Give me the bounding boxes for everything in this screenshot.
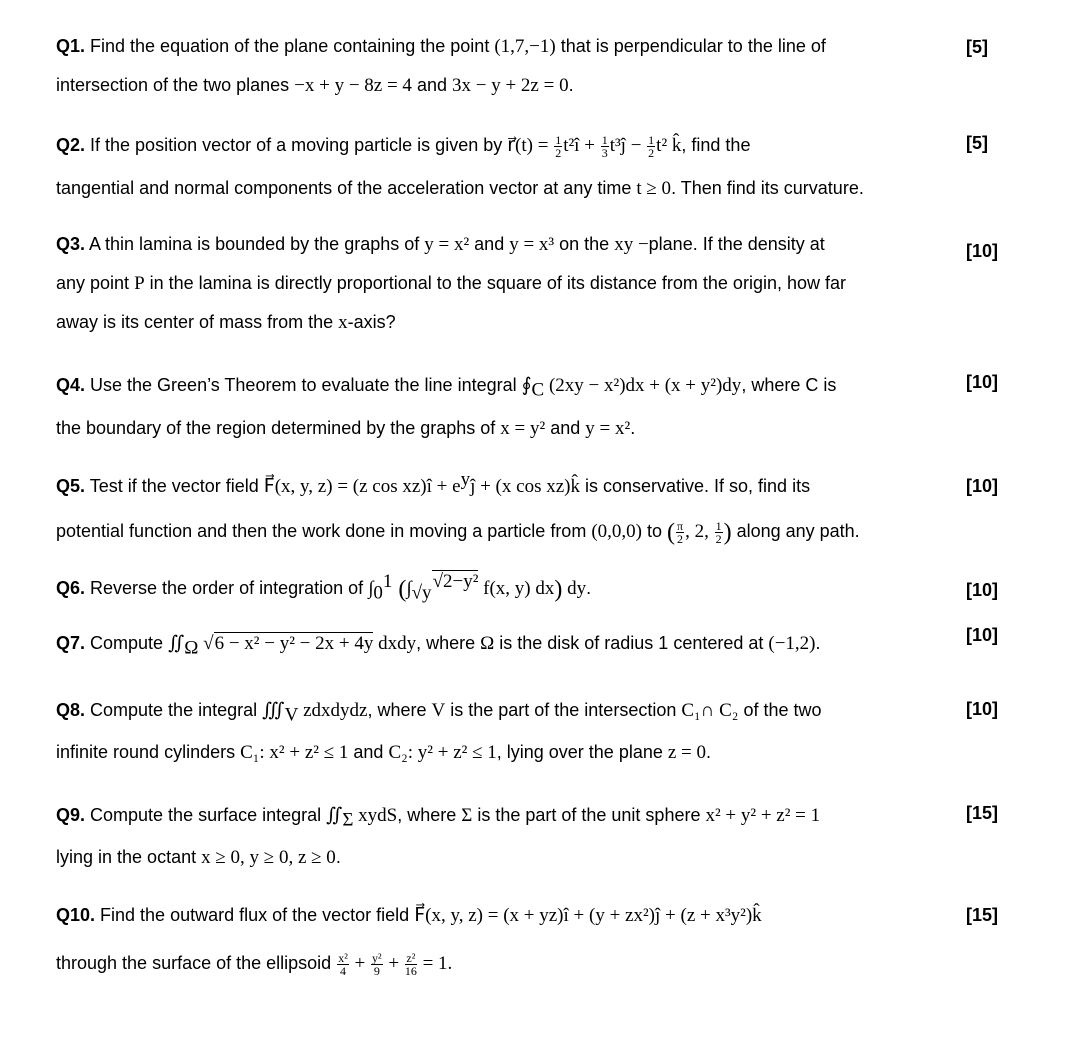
q5-line-1: Q5. Test if the vector field F⃗(x, y, z) = (z cos xz)î + $e^yĵ + (x$ cos xz)k̂ is conservative. If so, find its	[56, 469, 811, 497]
question-label: Q9.	[56, 805, 86, 825]
q10-line-2: through the surface of the ellipsoid $\frac{\text{x²}}{4}$ + $\frac{\text{y²}}{9}$ + $\frac{\text{z²}}{16}$ = 1.	[56, 950, 453, 978]
q5-marks: [10]	[966, 476, 999, 496]
q10-marks: [15]	[966, 905, 999, 925]
q4-line-2: the boundary of the region determined by the graphs of x = y² and y = x².	[56, 418, 636, 439]
q9-marks: [15]	[966, 803, 999, 823]
q8-line-1: Q8. Compute the integral $∭_V$ zdxdydz, where V is the part of the intersection C₁∩ C₂ of the two	[56, 700, 822, 726]
q3-line-3: away is its center of mass from the x-axis?	[56, 312, 396, 333]
q7-line-1: Q7. Compute $∬_\Omega$ √6 − x² − y² − 2x + 4y dxdy, where Ω is the disk of radius 1 centered at (−1,2).	[56, 633, 821, 659]
question-label: Q10.	[56, 905, 96, 925]
question-label: Q4.	[56, 375, 86, 395]
q6-line-1: Q6. Reverse the order of integration of $\int_0^1$ ($\int_{√y}^{√2-y^2}$ f(x, y) dx) dy.	[56, 571, 592, 604]
question-label: Q3.	[56, 234, 86, 254]
q1-line-1: Q1. Find the equation of the plane containing the point (1,7,−1) that is perpendicular to the line of	[56, 36, 826, 57]
q8-line-2: infinite round cylinders C₁: x² + z² ≤ 1 and C₂: y² + z² ≤ 1, lying over the plane z = 0.	[56, 742, 712, 763]
q9-line-1: Q9. Compute the surface integral $∬_\Sigma$ xydS, where Σ is the part of the unit sphere x² + y² + z² = 1	[56, 805, 821, 831]
q5-line-2: potential function and then the work done in moving a particle from (0,0,0) to ( $\frac{\pi}{2}$ , 2, $\frac{1}{2}$ ) along any path.	[56, 518, 860, 546]
question-label: Q5.	[56, 476, 86, 496]
q3-line-2: any point P in the lamina is directly proportional to the square of its distance from the origin, how far	[56, 273, 846, 294]
question-label: Q7.	[56, 633, 86, 653]
q4-line-1: Q4. Use the Green’s Theorem to evaluate the line integral $∮_C$ (2xy − x²)dx + (x + y²)dy, where C is	[56, 375, 837, 401]
q8-marks: [10]	[966, 699, 999, 719]
q2-line-1: Q2. If the position vector of a moving particle is given by r⃗(t) = $\frac{1}{2}$ t²î + $\frac{1}{3}$ t³ĵ − $\frac{1}{2}$ t² k̂, find the	[56, 132, 751, 160]
question-label: Q8.	[56, 700, 86, 720]
q3-marks: [10]	[966, 241, 999, 261]
q9-line-2: lying in the octant x ≥ 0, y ≥ 0, z ≥ 0.	[56, 847, 341, 868]
q4-marks: [10]	[966, 372, 999, 392]
q7-marks: [10]	[966, 625, 999, 645]
q2-marks: [5]	[966, 133, 988, 153]
question-label: Q6.	[56, 578, 86, 598]
question-label: Q2.	[56, 135, 86, 155]
question-label: Q1.	[56, 36, 86, 56]
q1-marks: [5]	[966, 37, 988, 57]
q2-line-2: tangential and normal components of the acceleration vector at any time t ≥ 0. Then find its curvature.	[56, 178, 864, 199]
q1-line-2: intersection of the two planes −x + y − 8z = 4 and 3x − y + 2z = 0.	[56, 75, 574, 96]
q10-line-1: Q10. Find the outward flux of the vector field F⃗(x, y, z) = (x + yz)î + (y + zx²)ĵ + (z + x³y²)k̂	[56, 905, 762, 926]
q3-line-1: Q3. A thin lamina is bounded by the graphs of y = x² and y = x³ on the xy −plane. If the density at	[56, 234, 825, 255]
q6-marks: [10]	[966, 580, 999, 600]
